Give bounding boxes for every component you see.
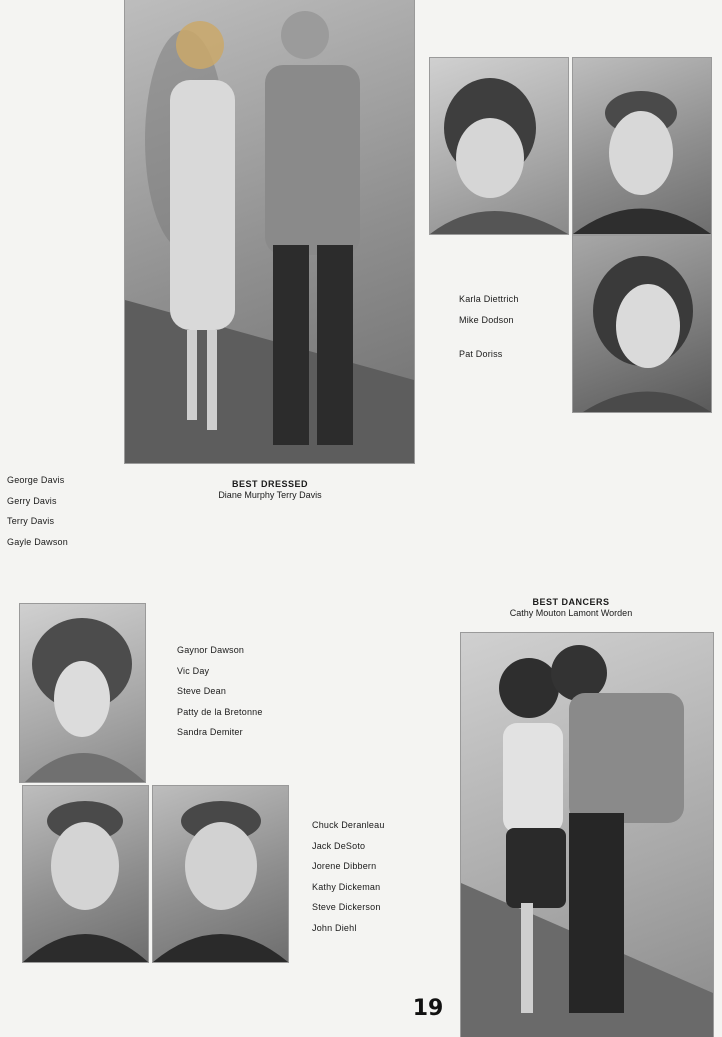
- names-top-right: [459, 289, 519, 365]
- caption-title: BEST DANCERS: [532, 597, 610, 607]
- portrait-karla-diettrich: [430, 58, 568, 234]
- name-label: Karla Diettrich: [459, 294, 519, 304]
- name-label: Gerry Davis: [7, 495, 57, 506]
- name-label: Steve Dean: [177, 686, 227, 696]
- portrait-mike-dodson: [573, 58, 711, 234]
- caption-names: Diane Murphy Terry Davis: [218, 490, 322, 500]
- portrait-graphic: [20, 604, 145, 782]
- portrait-graphic: [23, 786, 148, 962]
- caption-title: BEST DRESSED: [231, 479, 308, 489]
- portrait-graphic: [153, 786, 288, 962]
- page-number: 19: [412, 996, 444, 1021]
- name-label: Pat Doriss: [459, 349, 503, 359]
- best-dressed-photo: [125, 0, 414, 463]
- name-label: Patty de la Bretonne: [177, 706, 263, 717]
- name-label: Gayle Dawson: [7, 536, 68, 547]
- name-label: Sandra Demiter: [177, 727, 243, 737]
- names-lower-middle: [312, 815, 385, 938]
- name-label: John Diehl: [312, 922, 357, 933]
- portrait-pat-doriss: [573, 236, 711, 412]
- name-label: Kathy Dickeman: [312, 881, 381, 892]
- name-label: Vic Day: [177, 665, 210, 676]
- name-label: Jack DeSoto: [312, 840, 366, 851]
- portrait-gaynor-dawson: [20, 604, 145, 782]
- names-middle: [177, 640, 263, 743]
- name-label: Mike Dodson: [459, 314, 514, 325]
- best-dancers-photo: [461, 633, 713, 1037]
- name-label: Gaynor Dawson: [177, 645, 245, 655]
- portrait-chuck-deranleau: [23, 786, 148, 962]
- name-label: Terry Davis: [7, 516, 55, 526]
- portrait-graphic: [573, 58, 711, 234]
- best-dressed-caption: [170, 479, 370, 501]
- name-label: Chuck Deranleau: [312, 820, 385, 830]
- best-dancers-caption: [486, 597, 656, 619]
- portrait-graphic: [430, 58, 568, 234]
- names-left: [7, 470, 68, 552]
- best-dressed-photo-graphic: [125, 0, 414, 463]
- caption-names: Cathy Mouton Lamont Worden: [509, 608, 633, 618]
- name-label: George Davis: [7, 475, 65, 485]
- portrait-graphic: [573, 236, 711, 412]
- best-dancers-photo-graphic: [461, 633, 713, 1037]
- portrait-jack-desoto: [153, 786, 288, 962]
- name-label: Jorene Dibbern: [312, 861, 377, 871]
- name-label: Steve Dickerson: [312, 902, 381, 912]
